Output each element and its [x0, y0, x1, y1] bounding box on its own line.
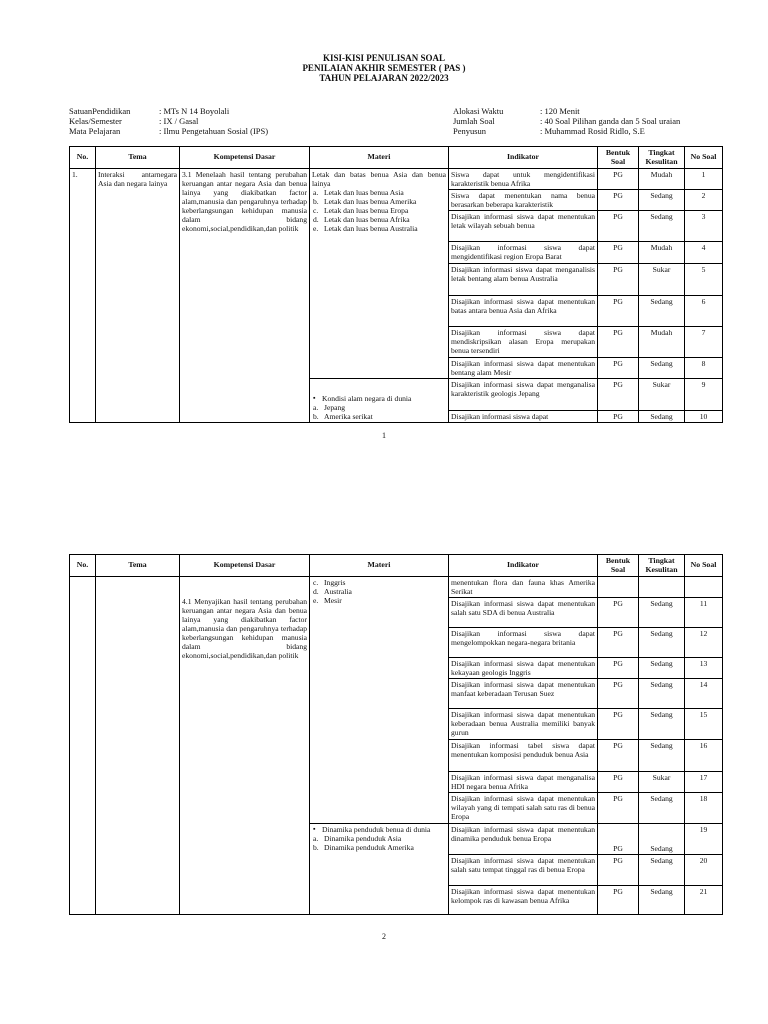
indikator-cell: Disajikan informasi siswa dapat menganalisa HDI negara benua Afrika — [449, 772, 598, 793]
nosoal-cell — [685, 577, 723, 598]
list-item: d. Australia — [313, 587, 352, 596]
indikator-cell: Disajikan informasi siswa dapat menentukan manfaat keberadaan Terusan Suez — [449, 679, 598, 709]
col-header-tema: Tema — [96, 147, 180, 169]
nosoal-cell: 21 — [685, 886, 723, 915]
bentuk-cell: PG — [598, 855, 639, 886]
indikator-cell: Disajikan informasi siswa dapat menentukan wilayah yang di tempati salah satu ras di benua Eropa — [449, 793, 598, 824]
indikator-cell: Disajikan informasi siswa dapat mengelompokkan negara-negara britania — [449, 628, 598, 658]
indikator-cell: Disajikan informasi siswa dapat mendiskripsikan alasan Eropa merupakan benua tersendiri — [449, 327, 598, 358]
list-item: b. Letak dan luas benua Amerika — [313, 197, 417, 206]
list-item: b. Amerika serikat — [313, 412, 373, 421]
bentuk-cell: PG — [598, 824, 639, 855]
tingkat-cell: Sedang — [639, 855, 685, 886]
bentuk-cell: PG — [598, 598, 639, 628]
info-label: Kelas/Semester — [69, 116, 122, 126]
list-item: c. Inggris — [313, 578, 346, 587]
nosoal-cell: 12 — [685, 628, 723, 658]
bentuk-cell — [598, 577, 639, 598]
table-header-row — [70, 147, 723, 169]
kisi-table-page-1 — [69, 146, 723, 423]
indikator-cell: Disajikan informasi siswa dapat menentukan kelompok ras di kawasan benua Afrika — [449, 886, 598, 915]
info-value: : 120 Menit — [540, 106, 580, 116]
document-subtitle: PENILAIAN AKHIR SEMESTER ( PAS ) — [302, 63, 466, 73]
kd-cell — [180, 577, 310, 915]
list-item: e. Letak dan luas benua Australia — [313, 224, 418, 233]
nosoal-cell: 11 — [685, 598, 723, 628]
indikator-cell: Disajikan informasi siswa dapat menentukan batas antara benua Asia dan Afrika — [449, 296, 598, 327]
tema-cell: Interaksi antarnegara Asia dan negara lainya — [96, 169, 180, 423]
tingkat-cell: Sedang — [639, 824, 685, 855]
materi-cell — [310, 379, 449, 423]
nosoal-cell: 10 — [685, 411, 723, 423]
list-item: d. Letak dan luas benua Afrika — [313, 215, 410, 224]
page-number: 2 — [382, 932, 386, 941]
document-title: KISI-KISI PENULISAN SOAL — [322, 53, 446, 63]
nosoal-cell: 16 — [685, 740, 723, 772]
tingkat-cell: Sedang — [639, 658, 685, 679]
tingkat-cell: Sedang — [639, 709, 685, 740]
bentuk-cell: PG — [598, 886, 639, 915]
indikator-cell: Siswa dapat menentukan nama benua berasarkan beberapa karakteristik — [449, 190, 598, 211]
list-item: c. Letak dan luas benua Eropa — [313, 206, 409, 215]
tingkat-cell: Sukar — [639, 264, 685, 296]
tingkat-cell: Sukar — [639, 772, 685, 793]
indikator-cell: Disajikan informasi siswa dapat menentukan salah satu tempat tinggal ras di benua Eropa — [449, 855, 598, 886]
nosoal-cell: 8 — [685, 358, 723, 379]
tingkat-cell: Sedang — [639, 358, 685, 379]
indikator-cell: Disajikan informasi siswa dapat menentukan salah satu SDA di benua Australia — [449, 598, 598, 628]
bentuk-cell: PG — [598, 658, 639, 679]
row-number — [70, 577, 96, 915]
indikator-cell: Disajikan informasi siswa dapat menganalisis letak bentang alam benua Australia — [449, 264, 598, 296]
page-number: 1 — [382, 431, 386, 440]
list-item: a. Dinamika penduduk Asia — [313, 834, 402, 843]
bentuk-cell: PG — [598, 242, 639, 264]
info-value: : 40 Soal Pilihan ganda dan 5 Soal uraian — [540, 116, 681, 126]
tingkat-cell: Sedang — [639, 411, 685, 423]
col-header-indikator: Indikator — [449, 147, 598, 169]
bentuk-cell: PG — [598, 772, 639, 793]
col-header-materi: Materi — [310, 147, 449, 169]
col-header-materi: Materi — [310, 555, 449, 577]
nosoal-cell: 3 — [685, 211, 723, 242]
info-label: Jumlah Soal — [453, 116, 495, 126]
info-value: : MTs N 14 Boyolali — [159, 106, 230, 116]
tema-cell — [96, 577, 180, 915]
document-year: TAHUN PELAJARAN 2022/2023 — [319, 73, 449, 83]
col-header-kd: Kompetensi Dasar — [180, 555, 310, 577]
tingkat-cell: Sukar — [639, 379, 685, 411]
bentuk-cell: PG — [598, 379, 639, 411]
indikator-cell: Disajikan informasi siswa dapat menentukan dinamika penduduk benua Eropa — [449, 824, 598, 855]
nosoal-cell: 9 — [685, 379, 723, 411]
tingkat-cell: Sedang — [639, 886, 685, 915]
nosoal-cell: 13 — [685, 658, 723, 679]
nosoal-cell: 2 — [685, 190, 723, 211]
indikator-cell: Disajikan informasi siswa dapat menentukan kekayaan geologis Inggris — [449, 658, 598, 679]
tingkat-cell: Sedang — [639, 740, 685, 772]
indikator-cell: Disajikan informasi siswa dapat menentukan keberadaan benua Australia memiliki banyak gurun — [449, 709, 598, 740]
bentuk-cell: PG — [598, 169, 639, 190]
indikator-cell: Disajikan informasi siswa dapat menganalisa karakteristik geologis Jepang — [449, 379, 598, 411]
table-row — [70, 169, 723, 190]
indikator-cell: Siswa dapat untuk mengidentifikasi karakteristik benua Afrika — [449, 169, 598, 190]
bentuk-cell: PG — [598, 327, 639, 358]
tingkat-cell: Sedang — [639, 296, 685, 327]
nosoal-cell: 5 — [685, 264, 723, 296]
materi-cell — [310, 577, 449, 824]
list-item: e. Mesir — [313, 596, 342, 605]
bentuk-cell: PG — [598, 296, 639, 327]
nosoal-cell: 15 — [685, 709, 723, 740]
col-header-bentuk: Bentuk Soal — [598, 555, 639, 577]
col-header-nosoal: No Soal — [685, 147, 723, 169]
info-label: SatuanPendidikan — [69, 106, 131, 116]
tingkat-cell: Sedang — [639, 628, 685, 658]
tingkat-cell: Sedang — [639, 211, 685, 242]
bentuk-cell: PG — [598, 358, 639, 379]
bentuk-cell: PG — [598, 793, 639, 824]
indikator-cell: Disajikan informasi siswa dapat menentukan letak wilayah sebuah benua — [449, 211, 598, 242]
col-header-indikator: Indikator — [449, 555, 598, 577]
kd-text: 4.1 Menyajikan hasil tentang perubahan keruangan antar negara Asia dan benua lainya yang diakibatkan factor alam,manusia dan pengaruhnya terhadap keberlangsungan kehidupan manusia dalam bidang ekonomi,social,pendidikan,dan politik — [182, 597, 307, 660]
col-header-bentuk: Bentuk Soal — [598, 147, 639, 169]
kisi-table-page-2 — [69, 554, 723, 915]
bentuk-cell: PG — [598, 628, 639, 658]
indikator-cell: Disajikan informasi siswa dapat — [449, 411, 598, 423]
nosoal-cell: 17 — [685, 772, 723, 793]
bentuk-cell: PG — [598, 740, 639, 772]
nosoal-cell: 18 — [685, 793, 723, 824]
nosoal-cell: 14 — [685, 679, 723, 709]
materi-cell — [310, 824, 449, 915]
tingkat-cell: Sedang — [639, 679, 685, 709]
info-value: : Muhammad Rosid Ridlo, S.E — [540, 126, 645, 136]
table-header-row — [70, 555, 723, 577]
col-header-no: No. — [70, 555, 96, 577]
kd-cell: 3.1 Menelaah hasil tentang perubahan keruangan antar negara Asia dan benua lainya yang diakibatkan factor alam,manusia dan pengaruhnya terhadap keberlangsungan kehidupan manusia dalam bidang ekonomi,social,pendidikan,dan politik — [180, 169, 310, 423]
tingkat-cell: Mudah — [639, 327, 685, 358]
table-row — [70, 577, 723, 598]
tingkat-cell: Mudah — [639, 242, 685, 264]
tingkat-cell: Sedang — [639, 598, 685, 628]
tingkat-cell: Sedang — [639, 190, 685, 211]
nosoal-cell: 19 — [685, 824, 723, 855]
nosoal-cell: 4 — [685, 242, 723, 264]
indikator-cell: Disajikan informasi tabel siswa dapat menentukan komposisi penduduk benua Asia — [449, 740, 598, 772]
materi-list — [312, 578, 446, 605]
bentuk-cell: PG — [598, 709, 639, 740]
tingkat-cell: Mudah — [639, 169, 685, 190]
nosoal-cell: 7 — [685, 327, 723, 358]
indikator-cell: Disajikan informasi siswa dapat mengidentifikasi region Eropa Barat — [449, 242, 598, 264]
info-label: Mata Pelajaran — [69, 126, 121, 136]
info-value: : Ilmu Pengetahuan Sosial (IPS) — [159, 126, 269, 136]
materi-list — [312, 834, 446, 852]
row-number: 1. — [70, 169, 96, 423]
materi-cell — [310, 169, 449, 379]
tingkat-cell: Sedang — [639, 793, 685, 824]
materi-bullet: ▪ Kondisi alam negara di dunia — [312, 394, 446, 403]
col-header-no: No. — [70, 147, 96, 169]
tingkat-cell — [639, 577, 685, 598]
nosoal-cell: 20 — [685, 855, 723, 886]
info-label: Penyusun — [453, 126, 487, 136]
list-item: a. Jepang — [313, 403, 346, 412]
info-label: Alokasi Waktu — [453, 106, 504, 116]
col-header-tingkat: Tingkat Kesulitan — [639, 555, 685, 577]
bentuk-cell: PG — [598, 211, 639, 242]
materi-list — [312, 403, 446, 421]
col-header-tingkat: Tingkat Kesulitan — [639, 147, 685, 169]
info-left — [69, 106, 399, 138]
materi-bullet: ▪ Dinamika penduduk benua di dunia — [312, 825, 446, 834]
nosoal-cell: 1 — [685, 169, 723, 190]
info-right — [453, 106, 723, 138]
materi-intro: Letak dan batas benua Asia dan benua lainya — [312, 170, 446, 188]
bentuk-cell: PG — [598, 411, 639, 423]
bentuk-cell: PG — [598, 264, 639, 296]
nosoal-cell: 6 — [685, 296, 723, 327]
col-header-tema: Tema — [96, 555, 180, 577]
list-item: a. Letak dan luas benua Asia — [313, 188, 404, 197]
indikator-cell: Disajikan informasi siswa dapat menentukan bentang alam Mesir — [449, 358, 598, 379]
list-item: b. Dinamika penduduk Amerika — [313, 843, 414, 852]
materi-list — [312, 188, 446, 233]
bentuk-cell: PG — [598, 679, 639, 709]
col-header-kd: Kompetensi Dasar — [180, 147, 310, 169]
col-header-nosoal: No Soal — [685, 555, 723, 577]
bentuk-cell: PG — [598, 190, 639, 211]
indikator-cell: menentukan flora dan fauna khas Amerika Serikat — [449, 577, 598, 598]
info-value: : IX / Gasal — [159, 116, 199, 126]
